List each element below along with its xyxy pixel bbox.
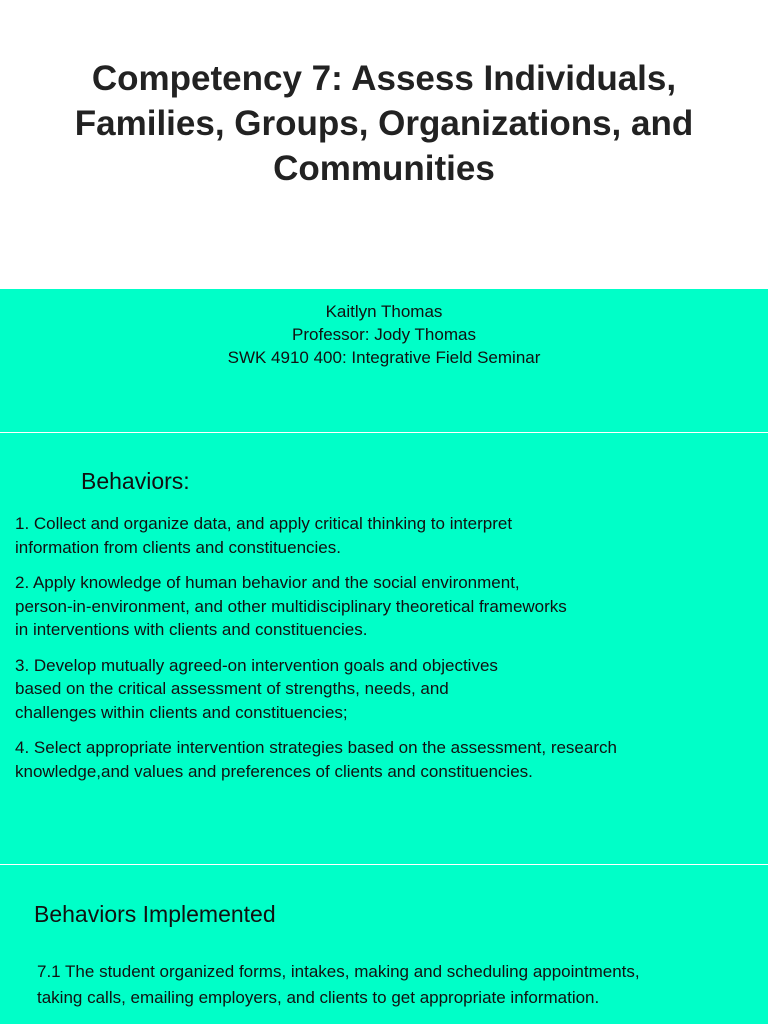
author-name: Kaitlyn Thomas <box>325 302 443 321</box>
behaviors-implemented-slide <box>0 865 768 1024</box>
behavior-item-2: 2. Apply knowledge of human behavior and the social environment, person-in-environment, and other multidisciplinary theoretical frameworks in interventions with clients and constituencies. <box>15 573 567 639</box>
behavior-item-3: 3. Develop mutually agreed-on intervention goals and objectives based on the critical assessment of strengths, needs, and challenges within clients and constituencies; <box>15 655 498 722</box>
behaviors-implemented-heading: Behaviors Implemented <box>34 901 276 927</box>
behaviors-heading: Behaviors: <box>81 468 190 494</box>
author-slide <box>0 289 768 432</box>
behavior-item-1: 1. Collect and organize data, and apply critical thinking to interpret information from clients and constituencies. <box>15 514 513 557</box>
behaviors-implemented-text: 7.1 The student organized forms, intakes, making and scheduling appointments, taking calls, emailing employers, and clients to get appropriate information. <box>37 962 640 1007</box>
behaviors-list <box>15 512 755 795</box>
behavior-item-4: 4. Select appropriate intervention strategies based on the assessment, research knowledge,and values and preferences of clients and constituencies. <box>15 738 617 781</box>
title-slide <box>0 0 768 288</box>
course-name: SWK 4910 400: Integrative Field Seminar <box>227 348 541 367</box>
behaviors-slide <box>0 433 768 864</box>
author-block <box>0 300 768 369</box>
slide-title: Competency 7: Assess Individuals, Families, Groups, Organizations, and Communities <box>74 59 694 188</box>
professor-name: Professor: Jody Thomas <box>292 325 476 344</box>
